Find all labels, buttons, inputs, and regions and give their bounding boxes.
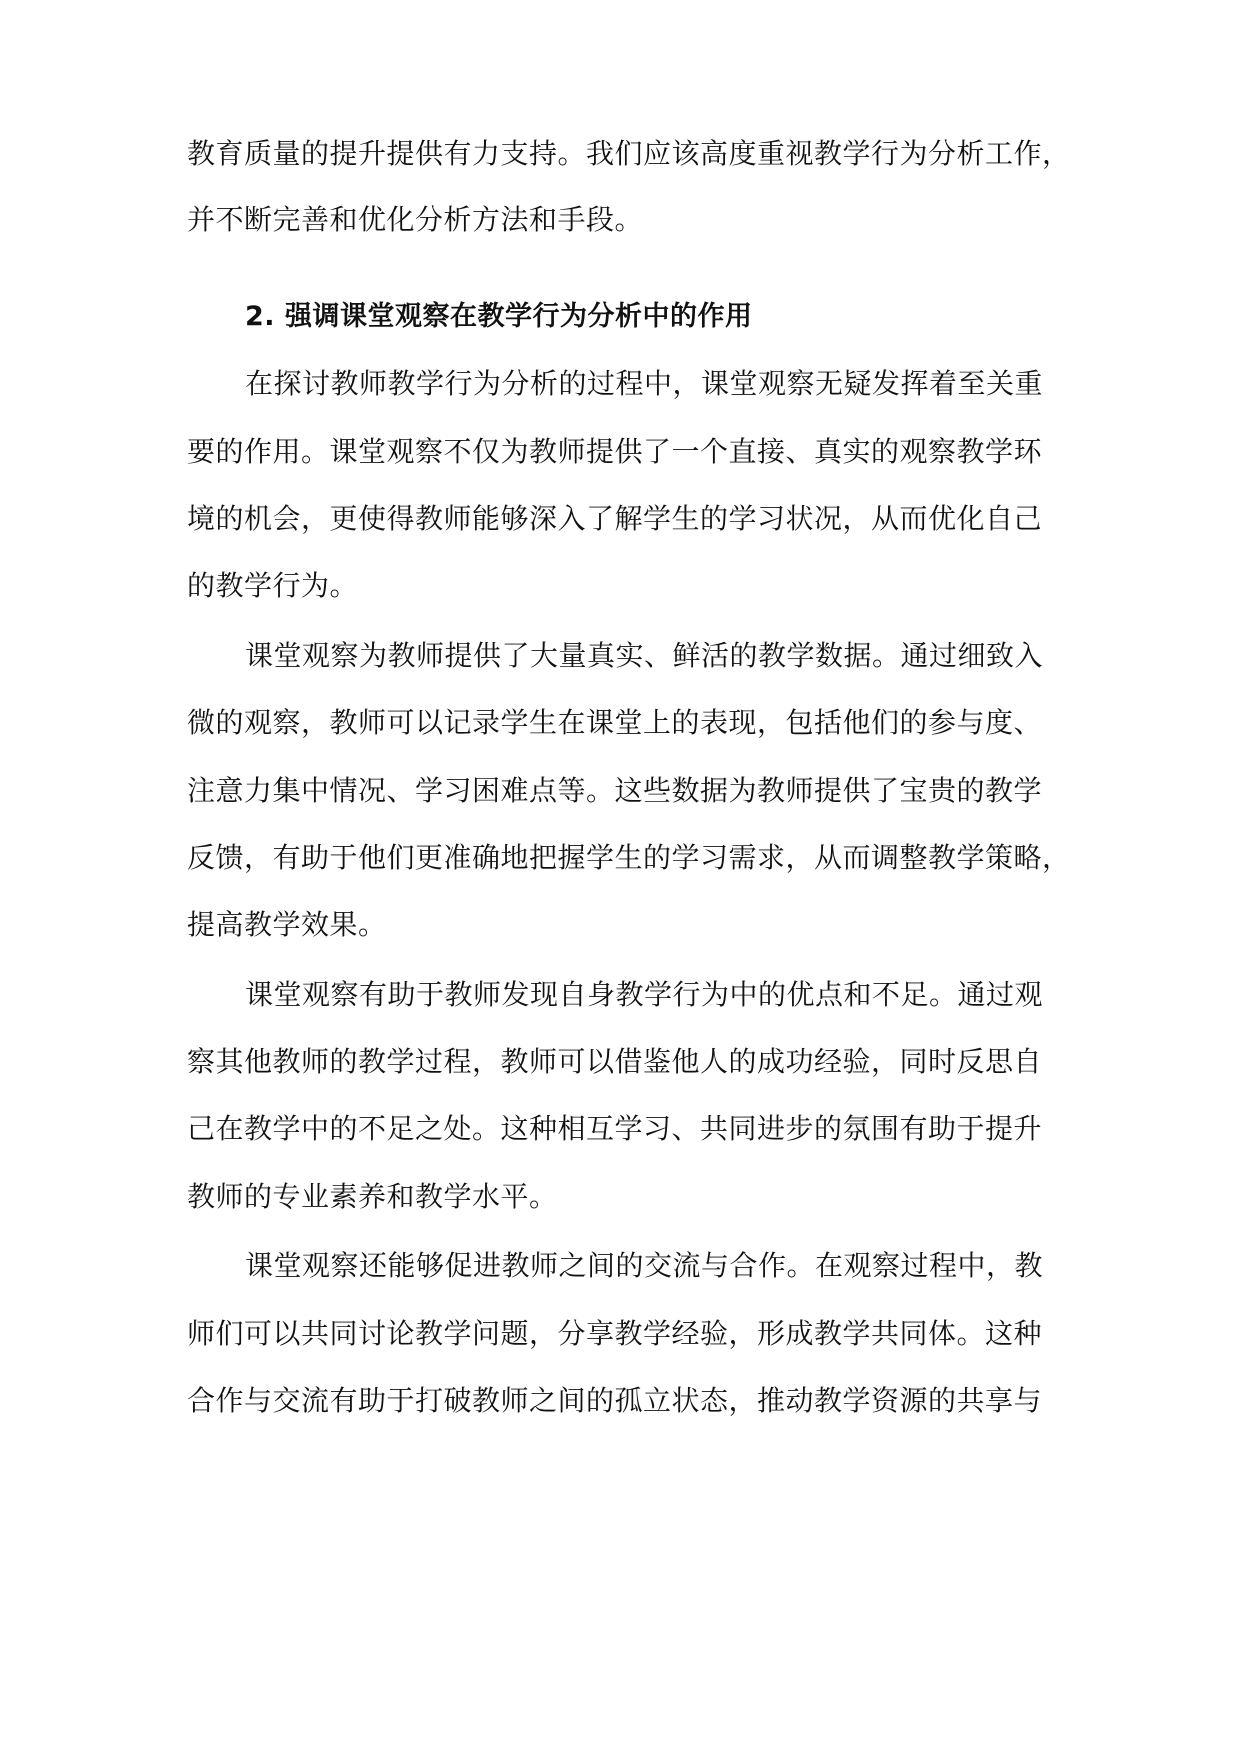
text-line: 的教学行为。 bbox=[187, 569, 359, 602]
text-line: 察其他教师的教学过程，教师可以借鉴他人的成功经验，同时反思自 bbox=[187, 1045, 1043, 1078]
text-line: 课堂观察为教师提供了大量真实、鲜活的教学数据。通过细致入 bbox=[245, 639, 1044, 672]
section-heading: 2. 强调课堂观察在教学行为分析中的作用 bbox=[245, 301, 753, 332]
text-line: 在探讨教师教学行为分析的过程中，课堂观察无疑发挥着至关重 bbox=[245, 367, 1044, 400]
text-line: 要的作用。课堂观察不仅为教师提供了一个直接、真实的观察教学环 bbox=[187, 435, 1043, 468]
text-line: 反馈，有助于他们更准确地把握学生的学习需求，从而调整教学策略， bbox=[187, 841, 1071, 874]
text-line: 课堂观察有助于教师发现自身教学行为中的优点和不足。通过观 bbox=[245, 978, 1044, 1011]
text-line: 合作与交流有助于打破教师之间的孤立状态，推动教学资源的共享与 bbox=[187, 1384, 1043, 1417]
text-line: 己在教学中的不足之处。这种相互学习、共同进步的氛围有助于提升 bbox=[187, 1112, 1043, 1145]
text-line: 提高教学效果。 bbox=[187, 908, 387, 941]
text-line: 微的观察，教师可以记录学生在课堂上的表现，包括他们的参与度、 bbox=[187, 706, 1043, 739]
text-line: 注意力集中情况、学习困难点等。这些数据为教师提供了宝贵的教学 bbox=[187, 774, 1043, 807]
text-line: 课堂观察还能够促进教师之间的交流与合作。在观察过程中，教 bbox=[245, 1249, 1044, 1282]
text-line: 教育质量的提升提供有力支持。我们应该高度重视教学行为分析工作， bbox=[187, 137, 1071, 170]
text-line: 师们可以共同讨论教学问题，分享教学经验，形成教学共同体。这种 bbox=[187, 1317, 1043, 1350]
text-line: 教师的专业素养和教学水平。 bbox=[187, 1180, 558, 1213]
text-line: 并不断完善和优化分析方法和手段。 bbox=[187, 203, 644, 236]
text-line: 境的机会，更使得教师能够深入了解学生的学习状况，从而优化自己 bbox=[187, 502, 1043, 535]
